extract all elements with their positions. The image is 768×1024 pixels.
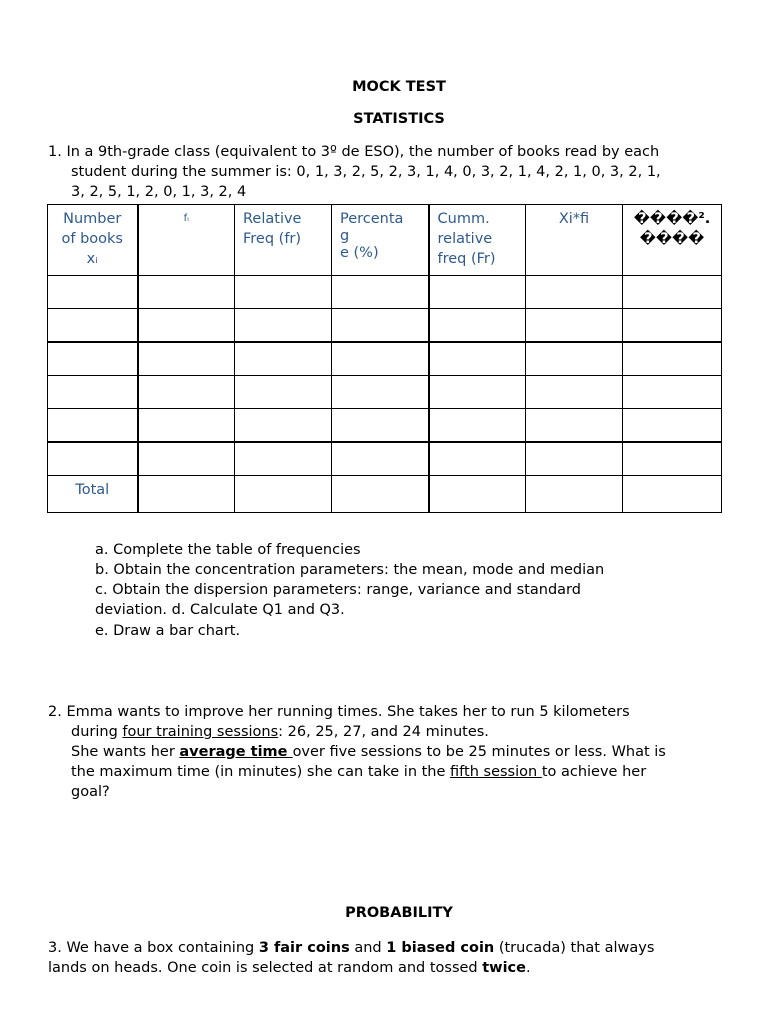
- table-row: [48, 309, 722, 343]
- list-item: b. Obtain the concentration parameters: the mean, mode and median: [95, 562, 605, 578]
- table-cell[interactable]: [138, 376, 235, 409]
- list-item: a. Complete the table of frequencies: [95, 542, 361, 558]
- list-item: deviation. d. Calculate Q1 and Q3.: [95, 602, 345, 618]
- table-cell[interactable]: [623, 442, 722, 476]
- table-cell[interactable]: [332, 309, 429, 343]
- table-cell[interactable]: [623, 276, 722, 309]
- table-cell[interactable]: [429, 409, 526, 443]
- table-cell[interactable]: [332, 409, 429, 443]
- table-row: [48, 442, 722, 476]
- table-cell[interactable]: [48, 309, 138, 343]
- page-title: MOCK TEST: [352, 79, 446, 95]
- question-2-line-2: during four training sessions: 26, 25, 27, and 24 minutes.: [71, 724, 489, 740]
- question-1-line-3: 3, 2, 5, 1, 2, 0, 1, 3, 2, 4: [71, 184, 247, 200]
- section-heading-probability: PROBABILITY: [345, 905, 453, 921]
- question-2-line-1: 2. Emma wants to improve her running times. She takes her to run 5 kilometers: [48, 704, 630, 720]
- table-header-row: [48, 205, 722, 276]
- list-item: c. Obtain the dispersion parameters: range, variance and standard: [95, 582, 581, 598]
- header-number-of-books: Number of books xᵢ: [48, 205, 138, 276]
- question-3-line-2: lands on heads. One coin is selected at random and tossed twice.: [48, 960, 531, 976]
- table-cell[interactable]: [138, 442, 235, 476]
- table-cell[interactable]: [332, 476, 429, 513]
- question-2-line-3: She wants her average time over five sessions to be 25 minutes or less. What is: [71, 744, 666, 760]
- table-cell[interactable]: [235, 376, 332, 409]
- total-label: Total: [48, 476, 138, 513]
- table-cell[interactable]: [138, 276, 235, 309]
- table-cell[interactable]: [48, 442, 138, 476]
- table-cell[interactable]: [332, 276, 429, 309]
- header-xi-fi: Xi*fi: [526, 205, 623, 276]
- table-cell[interactable]: [235, 342, 332, 376]
- table-cell[interactable]: [48, 376, 138, 409]
- list-item: e. Draw a bar chart.: [95, 623, 241, 639]
- table-cell[interactable]: [138, 409, 235, 443]
- table-cell[interactable]: [235, 276, 332, 309]
- table-cell[interactable]: [623, 376, 722, 409]
- table-row: [48, 342, 722, 376]
- table-cell[interactable]: [526, 342, 623, 376]
- question-1-line-1: 1. In a 9th-grade class (equivalent to 3º de ESO), the number of books read by each: [48, 144, 660, 160]
- table-total-row: [48, 476, 722, 513]
- table-cell[interactable]: [332, 342, 429, 376]
- table-cell[interactable]: [48, 409, 138, 443]
- table-cell[interactable]: [138, 342, 235, 376]
- table-cell[interactable]: [526, 309, 623, 343]
- question-2-line-4: the maximum time (in minutes) she can take in the fifth session to achieve her: [71, 764, 647, 780]
- table-cell[interactable]: [623, 409, 722, 443]
- frequency-table: [47, 204, 722, 513]
- table-row: [48, 409, 722, 443]
- table-row: [48, 376, 722, 409]
- table-cell[interactable]: [429, 442, 526, 476]
- table-cell[interactable]: [429, 376, 526, 409]
- header-relative-freq: Relative Freq (fr): [235, 205, 332, 276]
- table-cell[interactable]: [429, 309, 526, 343]
- question-2-line-5: goal?: [71, 784, 110, 800]
- table-cell[interactable]: [526, 376, 623, 409]
- header-percentage: Percenta g e (%): [332, 205, 429, 276]
- header-cumulative-relative-freq: Cumm. relative freq (Fr): [429, 205, 526, 276]
- header-deviation-squared: ����². ����: [623, 205, 722, 276]
- table-cell[interactable]: [623, 342, 722, 376]
- table-cell[interactable]: [526, 409, 623, 443]
- table-row: [48, 276, 722, 309]
- table-cell[interactable]: [48, 276, 138, 309]
- table-cell[interactable]: [235, 442, 332, 476]
- table-cell[interactable]: [332, 442, 429, 476]
- question-1-subitems: [95, 540, 655, 641]
- section-heading-statistics: STATISTICS: [353, 111, 445, 127]
- table-cell[interactable]: [623, 309, 722, 343]
- table-cell[interactable]: [429, 342, 526, 376]
- table-cell[interactable]: [332, 376, 429, 409]
- question-3-line-1: 3. We have a box containing 3 fair coins and 1 biased coin (trucada) that always: [48, 940, 655, 956]
- table-cell[interactable]: [526, 276, 623, 309]
- header-fi: fᵢ: [138, 205, 235, 276]
- question-1: [48, 142, 728, 202]
- table-cell[interactable]: [138, 309, 235, 343]
- table-cell[interactable]: [235, 476, 332, 513]
- table-cell[interactable]: [526, 442, 623, 476]
- question-3: [48, 938, 728, 978]
- table-cell[interactable]: [429, 276, 526, 309]
- question-1-line-2: student during the summer is: 0, 1, 3, 2, 5, 2, 3, 1, 4, 0, 3, 2, 1, 4, 2, 1, 0, 3, 2, 1,: [71, 164, 661, 180]
- table-cell[interactable]: [429, 476, 526, 513]
- table-cell[interactable]: [48, 342, 138, 376]
- table-cell[interactable]: [138, 476, 235, 513]
- table-cell[interactable]: [235, 309, 332, 343]
- table-cell[interactable]: [623, 476, 722, 513]
- question-2: [48, 702, 728, 802]
- table-cell[interactable]: [235, 409, 332, 443]
- table-cell[interactable]: [526, 476, 623, 513]
